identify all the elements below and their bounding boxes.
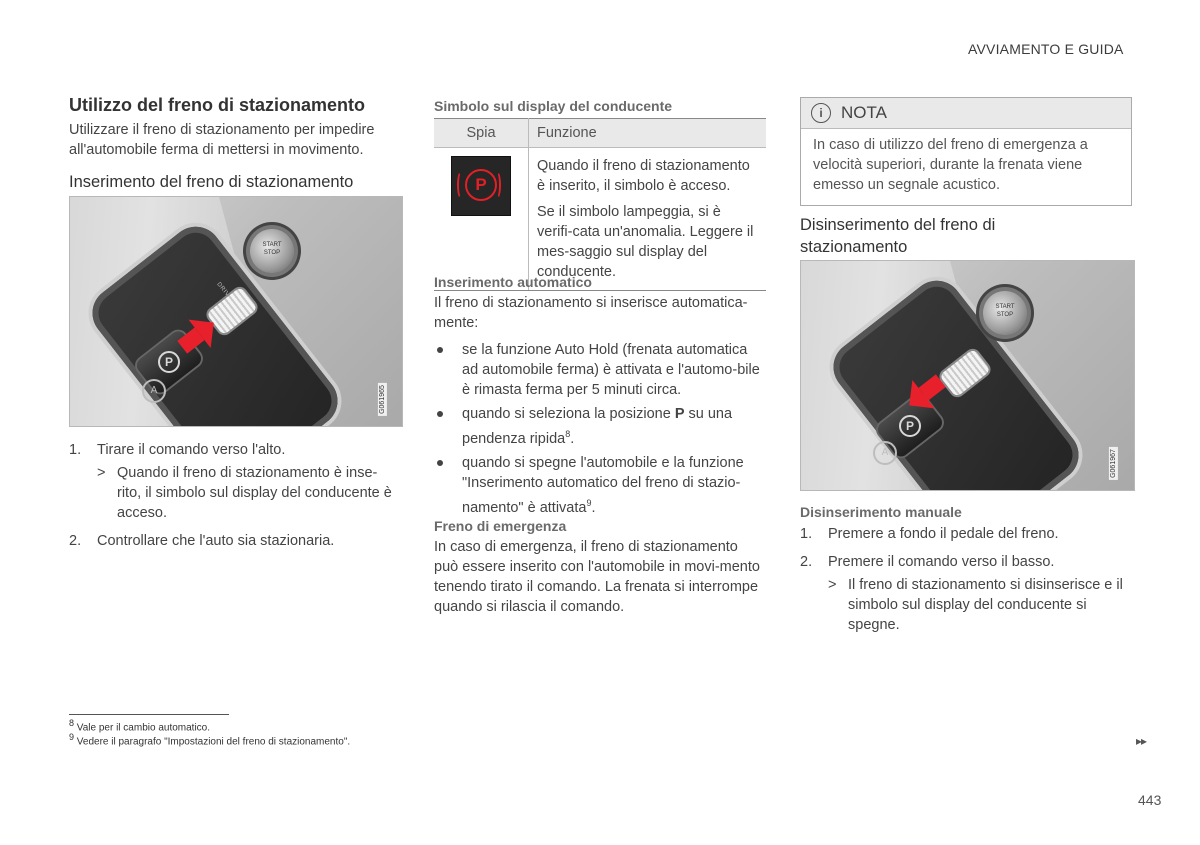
step-result <box>828 575 1132 635</box>
engage-subtitle: Inserimento del freno di stazionamento <box>69 173 354 191</box>
step-number: 2. <box>800 554 813 570</box>
image-code: G061965 <box>378 385 386 414</box>
step-number: 1. <box>800 526 813 542</box>
result-marker: > <box>828 577 837 593</box>
bullet-text: . <box>591 499 596 516</box>
start-stop-button: START STOP <box>250 229 294 273</box>
step-text: Premere il comando verso il basso. <box>828 554 1055 570</box>
parking-brake-warning-icon: P <box>451 156 511 216</box>
manual-title: Disinserimento manuale <box>800 504 962 520</box>
bullet-text: se la funzione Auto Hold (frenata automatica ad automobile ferma) è attivata e l'automo-bile è rimasta ferma per 5 minuti circa. <box>462 342 760 398</box>
release-steps <box>800 524 1132 635</box>
step-result <box>97 463 399 523</box>
step-text: Controllare che l'auto sia stazionaria. <box>97 533 335 549</box>
result-text: Quando il freno di stazionamento è inse-rito, il simbolo sul display del conducente è acceso. <box>117 465 392 521</box>
emergency-title: Freno di emergenza <box>434 518 567 534</box>
bullet-item <box>434 453 766 518</box>
table-header-funzione: Funzione <box>529 119 767 148</box>
bullet-item <box>434 340 766 400</box>
bullet-text: su una pendenza ripida <box>462 406 733 447</box>
step-text: Premere a fondo il pedale del freno. <box>828 526 1059 542</box>
gear-p-label: P <box>674 406 685 422</box>
next-page-icon[interactable]: ▸▸ <box>1135 734 1146 748</box>
autohold-icon: A <box>873 441 897 465</box>
result-marker: > <box>97 465 106 481</box>
footnote-ref[interactable]: 8 <box>565 429 571 439</box>
info-icon: i <box>811 103 831 123</box>
parking-p-icon: P <box>158 351 180 373</box>
auto-intro: Il freno di stazionamento si inserisce automatica-mente: <box>434 295 748 331</box>
footnote-9 <box>69 732 350 747</box>
step-2 <box>800 552 1132 635</box>
table-icon-cell <box>434 148 529 291</box>
symbol-table <box>434 118 766 291</box>
page-title: Utilizzo del freno di stazionamento <box>69 95 366 115</box>
bullet-text: quando si seleziona la posizione <box>462 406 675 422</box>
footnote-text: Vedere il paragrafo "Impostazioni del freno di stazionamento". <box>76 736 351 748</box>
step-number: 2. <box>69 533 82 549</box>
result-text: Il freno di stazionamento si disinserisce e il simbolo sul display del conducente si spegne. <box>848 577 1123 633</box>
step-number: 1. <box>69 442 82 458</box>
parking-p-icon: P <box>899 415 921 437</box>
section-title: AVVIAMENTO E GUIDA <box>968 41 1124 57</box>
bullet-text: . <box>570 430 575 447</box>
bullet-text: quando si spegne l'automobile e la funzione "Inserimento automatico del freno di stazio-namento" è attivata <box>462 454 744 516</box>
table-text-2: Se il simbolo lampeggia, si è verifi-cata un'anomalia. Leggere il mes-saggio sul display del conducente. <box>537 204 754 280</box>
step-1 <box>69 440 399 523</box>
intro-text: Utilizzare il freno di stazionamento per impedire all'automobile ferma di mettersi in movimento. <box>69 122 375 158</box>
auto-bullets <box>434 340 766 522</box>
release-subtitle: Disinserimento del freno di stazionamento <box>800 216 996 256</box>
step-1 <box>800 524 1132 544</box>
footnote-number: 8 <box>69 718 75 728</box>
table-header-spia: Spia <box>434 119 529 148</box>
engage-illustration <box>69 196 403 427</box>
note-title: NOTA <box>841 103 887 122</box>
start-stop-button: START STOP <box>983 291 1027 335</box>
autohold-icon: A <box>142 379 166 403</box>
release-illustration <box>800 260 1135 491</box>
note-text: In caso di utilizzo del freno di emergenza a velocità superiori, durante la frenata viene emesso un segnale acustico. <box>813 137 1088 193</box>
footnote-divider <box>69 714 229 715</box>
emergency-text: In caso di emergenza, il freno di stazionamento può essere inserito con l'automobile in movi-mento tenendo tirato il comando. La frenata si interrompe quando si rilascia il comando. <box>434 539 760 615</box>
engage-steps <box>69 440 399 551</box>
image-code: G061967 <box>1109 449 1117 478</box>
note-box <box>800 97 1132 206</box>
table-text-1: Quando il freno di stazionamento è inserito, il simbolo è acceso. <box>537 158 750 194</box>
bullet-item <box>434 404 766 449</box>
table-function-cell <box>529 148 767 291</box>
table-title: Simbolo sul display del conducente <box>434 98 673 114</box>
footnote-text: Vale per il cambio automatico. <box>76 722 211 734</box>
step-text: Tirare il comando verso l'alto. <box>97 442 286 458</box>
footnote-ref[interactable]: 9 <box>586 497 592 508</box>
note-header <box>801 98 1131 129</box>
auto-title: Inserimento automatico <box>434 274 592 290</box>
footnote-number: 9 <box>69 732 75 742</box>
page-number: 443 <box>1138 792 1162 808</box>
step-2 <box>69 531 399 551</box>
